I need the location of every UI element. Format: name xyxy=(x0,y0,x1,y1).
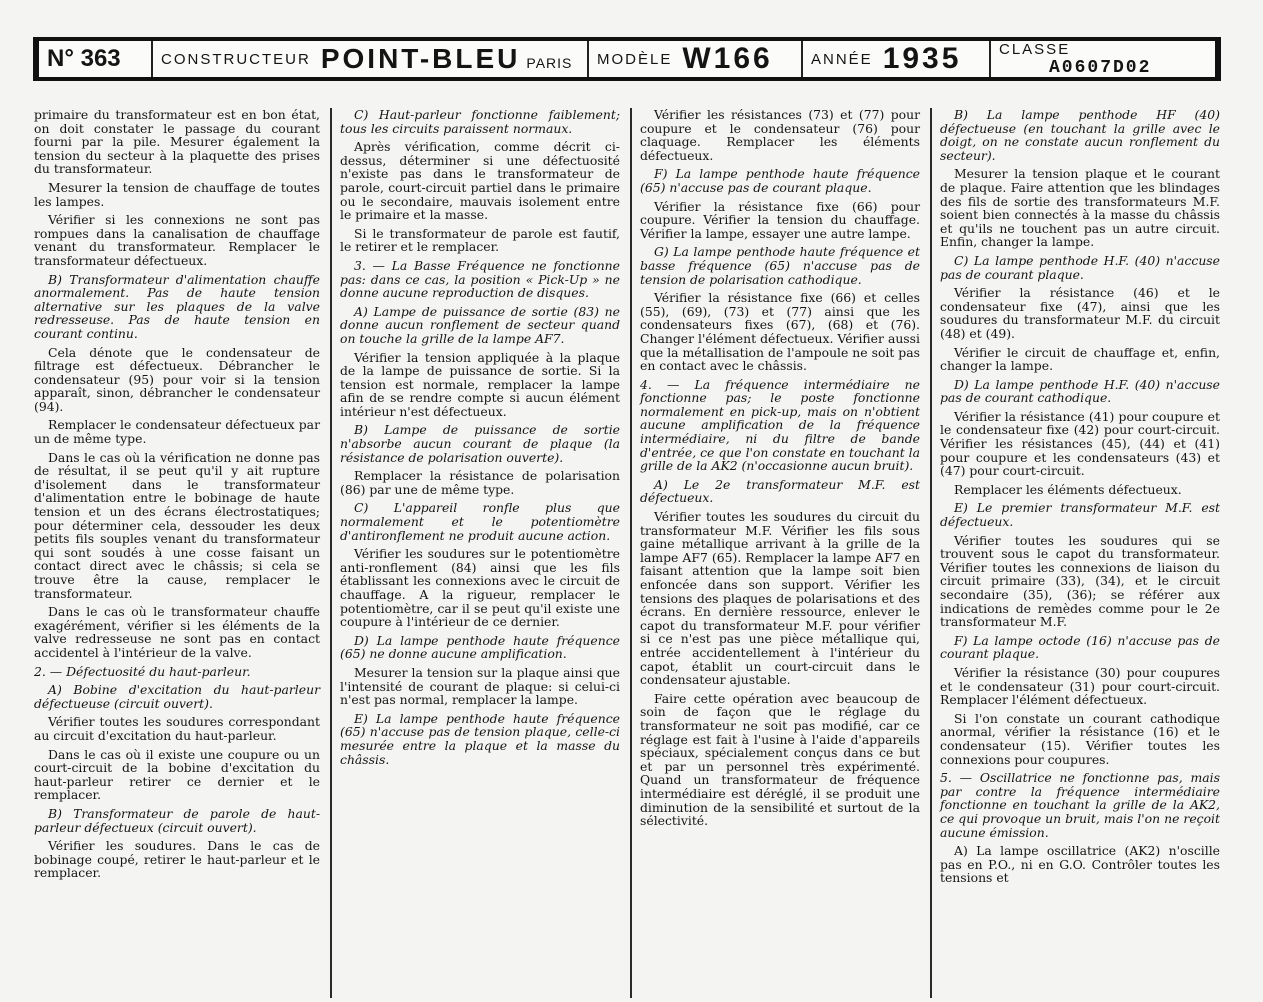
paragraph: Remplacer la résistance de polarisation (86) par une de même type. xyxy=(340,468,620,497)
paragraph: Vérifier la résistance fixe (66) et celles (55), (69), (73) et (77) ainsi que les condensateurs fixes (67), (68) et (76). Changer l'élément défectueux. Vérifier aussi que la métallisation de l'ampoule ne soit pas en contact avec le châssis. xyxy=(640,290,920,374)
subsection-heading: A) Bobine d'excitation du haut-parleur défectueuse (circuit ouvert). xyxy=(34,682,320,711)
paragraph: Vérifier la résistance (46) et le condensateur fixe (47), ainsi que les soudures du transformateur M.F. du circuit (48) et (49). xyxy=(940,285,1220,341)
paragraph: Dans le cas où le transformateur chauffe exagérément, vérifier si les éléments de la valve redresseuse ne sont pas en contact accidentel à l'intérieur de la valve. xyxy=(34,604,320,660)
section-heading: 3. — La Basse Fréquence ne fonctionne pas: dans ce cas, la position « Pick-Up » ne donne aucune reproduction de disques. xyxy=(340,257,620,301)
paragraph: Remplacer le condensateur défectueux par un de même type. xyxy=(34,417,320,447)
subsection-heading: C) L'appareil ronfle plus que normalement et le potentiomètre d'antironflement ne produit aucune action. xyxy=(340,500,620,543)
paragraph: Cela dénote que le condensateur de filtrage est défectueux. Débrancher le condensateur (95) pour voir si la tension apparaît, sinon, débrancher le condensateur (94). xyxy=(34,344,320,414)
subsection-heading: C) Haut-parleur fonctionne faiblement; tous les circuits paraissent normaux. xyxy=(340,108,620,136)
text-columns xyxy=(30,108,1230,998)
column-1 xyxy=(30,108,330,998)
classe-cell xyxy=(989,41,1215,77)
subsection-heading: B) Transformateur d'alimentation chauffe anormalement. Pas de haute tension alternative sur les plaques de la valve redresseuse. Pas de haute tension en courant continu. xyxy=(34,271,320,341)
paragraph: Mesurer la tension sur la plaque ainsi que l'intensité de courant de plaque: si celui-ci n'est pas normal, remplacer la lampe. xyxy=(340,664,620,708)
paragraph: Vérifier les résistances (73) et (77) pour coupure et le condensateur (76) pour claquage. Remplacer les éléments défectueux. xyxy=(640,108,920,163)
paragraph: A) La lampe oscillatrice (AK2) n'oscille pas en P.O., ni en G.O. Contrôler toutes les tensions et xyxy=(940,843,1220,886)
subsection-heading: D) La lampe penthode H.F. (40) n'accuse pas de courant cathodique. xyxy=(940,376,1220,406)
paragraph: Remplacer les éléments défectueux. xyxy=(954,481,1182,497)
subsection-heading: G) La lampe penthode haute fréquence et basse fréquence (65) n'accuse pas de tension de polarisation cathodique. xyxy=(640,244,920,287)
paragraph: Si l'on constate un courant cathodique anormal, vérifier la résistance (16) et le condensateur (15). Vérifier toutes les connexions pour coupures. xyxy=(940,710,1220,767)
subsection-heading: A) Le 2e transformateur M.F. est défectueux. xyxy=(640,476,920,506)
paragraph: Vérifier toutes les soudures correspondant au circuit d'excitation du haut-parleur. xyxy=(34,714,320,743)
constructeur-city: PARIS xyxy=(526,55,573,71)
paragraph: Mesurer la tension de chauffage de toutes les lampes. xyxy=(34,179,320,209)
subsection-heading: C) La lampe penthode H.F. (40) n'accuse pas de courant plaque. xyxy=(940,252,1220,282)
sheet-number: N° 363 xyxy=(47,45,121,72)
modele-cell xyxy=(587,41,801,77)
column-2 xyxy=(330,108,630,998)
paragraph: primaire du transformateur est en bon état, on doit constater le passage du courant fourni par la pile. Mesurer également la tension du secteur à la plaquette des prises du transformateur. xyxy=(34,108,320,177)
modele-value: W166 xyxy=(682,42,773,75)
paragraph: Faire cette opération avec beaucoup de soin de façon que le réglage du transformateur ne soit pas modifié, car ce réglage est fait à l'usine à l'aide d'appareils spéciaux, spécialement conçus dans ce but et par un personnel très expérimenté. Quand un transformateur de fréquence intermédiaire est déréglé, il se produit une diminution de la sensibilité et surtout de la sélectivité. xyxy=(640,690,920,829)
annee-value: 1935 xyxy=(882,42,962,75)
paragraph: Vérifier le circuit de chauffage et, enfin, changer la lampe. xyxy=(940,344,1220,374)
paragraph: Mesurer la tension plaque et le courant de plaque. Faire attention que les blindages des fils de sortie des transformateurs M.F. soient bien connectés à la masse du châssis et qu'ils ne touchent pas un autre circuit. Enfin, changer la lampe. xyxy=(940,166,1220,250)
section-heading: 5. — Oscillatrice ne fonctionne pas, mais par contre la fréquence intermédiaire fonctionne en touchant la grille de la AK2, ce qui provoque un bruit, mais l'on ne reçoit aucune émission. xyxy=(940,770,1220,840)
subsection-heading: F) La lampe penthode haute fréquence (65) n'accuse pas de courant plaque. xyxy=(640,166,920,195)
annee-cell xyxy=(801,41,989,77)
constructeur-label: CONSTRUCTEUR xyxy=(161,50,311,68)
sheet-number-cell xyxy=(39,41,151,77)
paragraph: Vérifier si les connexions ne sont pas rompues dans la canalisation de chauffage venant du transformateur. Remplacer le transformateur défectueux. xyxy=(34,212,320,268)
subsection-heading: E) La lampe penthode haute fréquence (65) n'accuse pas de tension plaque, celle-ci mesurée entre la plaque et la masse du châssis. xyxy=(340,710,620,767)
paragraph: Vérifier toutes les soudures qui se trouvent sous le capot du transformateur. Vérifier toutes les connexions de liaison du circuit primaire (33), (34), et le circuit secondaire (35), (36); se référer aux indications de remèdes comme pour le 2e transformateur M.F. xyxy=(940,532,1220,630)
subsection-heading: F) La lampe octode (16) n'accuse pas de courant plaque. xyxy=(940,632,1220,662)
classe-label: CLASSE xyxy=(999,41,1071,58)
paragraph: Si le transformateur de parole est fautif, le retirer et le remplacer. xyxy=(340,225,620,255)
paragraph: Vérifier la résistance (41) pour coupure et le condensateur fixe (42) pour court-circuit. Vérifier les résistances (45), (44) et (41) pour coupure et les condensateurs (43) et (47) pour court-circuit. xyxy=(940,408,1220,479)
section-heading: 2. — Défectuosité du haut-parleur. xyxy=(34,663,251,679)
column-4 xyxy=(930,108,1230,998)
sheet-header xyxy=(33,37,1221,81)
subsection-heading: E) Le premier transformateur M.F. est défectueux. xyxy=(940,500,1220,530)
paragraph: Dans le cas où il existe une coupure ou un court-circuit de la bobine d'excitation du haut-parleur retirer ce dernier et le remplacer. xyxy=(34,746,320,803)
annee-label: ANNÉE xyxy=(811,50,873,68)
paragraph: Vérifier les soudures sur le potentiomètre anti-ronflement (84) ainsi que les fils établissant les connexions avec le circuit de chauffage. A la rigueur, remplacer le potentiomètre, car il se peut qu'il existe une coupure à l'intérieur de ce dernier. xyxy=(340,546,620,630)
paragraph: Dans le cas où la vérification ne donne pas de résultat, il se peut qu'il y ait rupture d'isolement dans le transformateur d'alimentation entre le bobinage de haute tension et un des écrans électrostatiques; pour déterminer cela, dessouder les deux petits fils souples venant du transformateur qui sont soudés à une cosse faisant un contact direct avec le châssis; si cela se trouve être la cause, remplacer le transformateur. xyxy=(34,449,320,601)
paragraph: Vérifier les soudures. Dans le cas de bobinage coupé, retirer le haut-parleur et le remplacer. xyxy=(34,838,320,881)
paragraph: Vérifier toutes les soudures du circuit du transformateur M.F. Vérifier les fils sous gaine métallique arrivant à la grille de la lampe AF7 (65). Remplacer la lampe AF7 en faisant attention que la lampe soit bien enfoncée dans son support. Vérifier les tensions des plaques de polarisations et des écrans. En dernière ressource, enlever le capot du transformateur M.F. pour vérifier si ce n'est pas une pièce métallique qui, entrée accidentellement à l'intérieur du capot, établit un court-circuit dans le condensateur ajustable. xyxy=(640,509,920,688)
paragraph: Vérifier la résistance fixe (66) pour coupure. Vérifier la tension du chauffage. Vérifier la lampe, essayer une autre lampe. xyxy=(640,198,920,241)
subsection-heading: A) Lampe de puissance de sortie (83) ne donne aucun ronflement de secteur quand on touche la grille de la lampe AF7. xyxy=(340,303,620,346)
paragraph: Après vérification, comme décrit ci-dessus, déterminer si une défectuosité n'existe pas dans le transformateur de parole, court-circuit partiel dans le primaire ou le secondaire, mauvais isolement entre le primaire et la masse. xyxy=(340,139,620,223)
section-heading: 4. — La fréquence intermédiaire ne fonctionne pas; le poste fonctionne normalement en pick-up, mais on n'obtient aucune amplification de la fréquence intermédiaire, ni du filtre de bande d'entrée, ce que l'on constate en touchant la grille de la AK2 (n'occasionne aucun bruit). xyxy=(640,376,920,474)
column-3 xyxy=(630,108,930,998)
paragraph: Vérifier la tension appliquée à la plaque de la lampe de puissance de sortie. Si la tension est normale, remplacer la lampe afin de se rendre compte si aucun élément intérieur n'est défectueux. xyxy=(340,349,620,419)
subsection-heading: B) Transformateur de parole de haut-parleur défectueux (circuit ouvert). xyxy=(34,805,320,835)
classe-value: A0607D02 xyxy=(1049,58,1152,78)
subsection-heading: B) La lampe penthode HF (40) défectueuse (en touchant la grille avec le doigt, on ne constate aucun ronflement du secteur). xyxy=(940,108,1220,163)
constructeur-name: POINT-BLEU xyxy=(320,43,521,74)
modele-label: MODÈLE xyxy=(597,50,673,68)
subsection-heading: B) Lampe de puissance de sortie n'absorbe aucun courant de plaque (la résistance de polarisation ouverte). xyxy=(340,422,620,465)
subsection-heading: D) La lampe penthode haute fréquence (65) ne donne aucune amplification. xyxy=(340,632,620,662)
paragraph: Vérifier la résistance (30) pour coupures et le condensateur (31) pour court-circuit. Remplacer l'élément défectueux. xyxy=(940,664,1220,708)
constructeur-cell xyxy=(151,41,587,77)
